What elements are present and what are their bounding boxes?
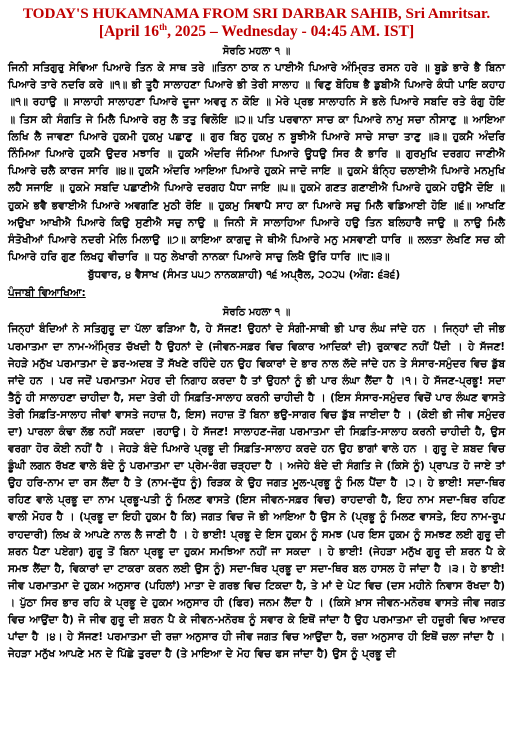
vyakhya-raag-heading: ਸੋਰਠਿ ਮਹਲਾ ੧ ॥ <box>222 307 291 319</box>
date-header-rest: , 2025 – Wednesday - 04:45 AM. IST] <box>167 23 415 40</box>
raag-heading: ਸੋਰਠਿ ਮਹਲਾ ੧ ॥ <box>222 46 291 57</box>
nanakshahi-date-line: ਬੁੱਧਵਾਰ, ੪ ਵੈਸਾਖ (ਸੰਮਤ ੫੫੭ ਨਾਨਕਸ਼ਾਹੀ) ੧੬ ਅਪ੍ਰੈਲ, ੨੦੨੫ (ਅੰਗ: ੬੩੬) <box>88 269 401 282</box>
vyakhya-text: ਜਿਨ੍ਹਾਂ ਬੰਦਿਆਂ ਨੇ ਸਤਿਗੁਰੂ ਦਾ ਪੱਲਾ ਫੜਿਆ ਹੈ, ਹੇ ਸੱਜਣ! ਉਹਨਾਂ ਦੇ ਸੰਗੀ-ਸਾਥੀ ਭੀ ਪਾਰ ਲੰਘ ਜਾਂਦੇ ਹਨ । ਜਿਨ੍ਹਾਂ ਦੀ ਜੀਭ ਪਰਮਾਤਮਾ ਦਾ ਨਾਮ-ਅੰਮ੍ਰਿਤ ਚੱਖਦੀ ਹੈ ਉਹਨਾਂ ਦੇ (ਜੀਵਨ-ਸਫ਼ਰ ਵਿਚ ਵਿਕਾਰ ਆਦਿਕਾਂ ਦੀ) ਰੁਕਾਵਟ ਨਹੀਂ ਪੈਂਦੀ । ਹੇ ਸੱਜਣ! ਜੇਹੜੇ ਮਨੁੱਖ ਪਰਮਾਤਮਾ ਦੇ ਡਰ-ਅਦਬ ਤੋਂ ਸੱਖਣੇ ਰਹਿੰਦੇ ਹਨ ਉਹ ਵਿਕਾਰਾਂ ਦੇ ਭਾਰ ਨਾਲ ਲੱਦੇ ਜਾਂਦੇ ਹਨ ਤੇ ਸੰਸਾਰ-ਸਮੁੰਦਰ ਵਿਚ ਡੁੱਬ ਜਾਂਦੇ ਹਨ । ਪਰ ਜਦੋਂ ਪਰਮਾਤਮਾ ਮੇਹਰ ਦੀ ਨਿਗਾਹ ਕਰਦਾ ਹੈ ਤਾਂ ਉਹਨਾਂ ਨੂੰ ਭੀ ਪਾਰ ਲੰਘਾ ਲੈਂਦਾ ਹੈ ।੧। ਹੇ ਸੱਜਣ-ਪ੍ਰਭੂ! ਸਦਾ ਤੈਨੂੰ ਹੀ ਸਾਲਾਹਣਾ ਚਾਹੀਦਾ ਹੈ, ਸਦਾ ਤੇਰੀ ਹੀ ਸਿਫ਼ਤਿ-ਸਾਲਾਹ ਕਰਨੀ ਚਾਹੀਦੀ ਹੈ । (ਇਸ ਸੰਸਾਰ-ਸਮੁੰਦਰ ਵਿਚੋਂ ਪਾਰ ਲੰਘਣ ਵਾਸਤੇ ਤੇਰੀ ਸਿਫ਼ਤਿ-ਸਾਲਾਹ ਜੀਵਾਂ ਵਾਸਤੇ ਜਹਾਜ਼ ਹੈ, ਇਸ) ਜਹਾਜ਼ ਤੋਂ ਬਿਨਾ ਭਉ-ਸਾਗਰ ਵਿਚ ਡੁੱਬ ਜਾਈਦਾ ਹੈ । (ਕੋਈ ਭੀ ਜੀਵ ਸਮੁੰਦਰ ਦਾ) ਪਾਰਲਾ ਕੰਢਾ ਲੱਭ ਨਹੀਂ ਸਕਦਾ ।ਰਹਾਉ। ਹੇ ਸੱਜਣ! ਸਾਲਾਹਣ-ਜੋਗ ਪਰਮਾਤਮਾ ਦੀ ਸਿਫ਼ਤਿ-ਸਾਲਾਹ ਕਰਨੀ ਚਾਹੀਦੀ ਹੈ, ਉਸ ਵਰਗਾ ਹੋਰ ਕੋਈ ਨਹੀਂ ਹੈ । ਜੇਹੜੇ ਬੰਦੇ ਪਿਆਰੇ ਪ੍ਰਭੂ ਦੀ ਸਿਫ਼ਤਿ-ਸਾਲਾਹ ਕਰਦੇ ਹਨ ਉਹ ਭਾਗਾਂ ਵਾਲੇ ਹਨ । ਗੁਰੂ ਦੇ ਸ਼ਬਦ ਵਿਚ ਡੂੰਘੀ ਲਗਨ ਰੱਖਣ ਵਾਲੇ ਬੰਦੇ ਨੂੰ ਪਰਮਾਤਮਾ ਦਾ ਪ੍ਰੇਮ-ਰੰਗ ਚੜ੍ਹਦਾ ਹੈ । ਅਜੇਹੇ ਬੰਦੇ ਦੀ ਸੰਗਤਿ ਜੇ (ਕਿਸੇ ਨੂੰ) ਪ੍ਰਾਪਤ ਹੋ ਜਾਏ ਤਾਂ ਉਹ ਹਰਿ-ਨਾਮ ਦਾ ਰਸ ਲੈਂਦਾ ਹੈ ਤੇ (ਨਾਮ-ਦੁੱਧ ਨੂੰ) ਰਿੜਕ ਕੇ ਉਹ ਜਗਤ ਮੂਲ-ਪ੍ਰਭੂ ਨੂੰ ਮਿਲ ਪੈਂਦਾ ਹੈ ।੨। ਹੇ ਭਾਈ! ਸਦਾ-ਥਿਰ ਰਹਿਣ ਵਾਲੇ ਪ੍ਰਭੂ ਦਾ ਨਾਮ ਪ੍ਰਭੂ-ਪਤੀ ਨੂੰ ਮਿਲਣ ਵਾਸਤੇ (ਇਸ ਜੀਵਨ-ਸਫ਼ਰ ਵਿਚ) ਰਾਹਦਾਰੀ ਹੈ, ਇਹ ਨਾਮ ਸਦਾ-ਥਿਰ ਰਹਿਣ ਵਾਲੀ ਮੋਹਰ ਹੈ । (ਪ੍ਰਭੂ ਦਾ ਇਹੀ ਹੁਕਮ ਹੈ ਕਿ) ਜਗਤ ਵਿਚ ਜੋ ਭੀ ਆਇਆ ਹੈ ਉਸ ਨੇ (ਪ੍ਰਭੂ ਨੂੰ ਮਿਲਣ ਵਾਸਤੇ, ਇਹ ਨਾਮ-ਰੂਪ ਰਾਹਦਾਰੀ) ਲਿਖ ਕੇ ਆਪਣੇ ਨਾਲ ਲੈ ਜਾਣੀ ਹੈ । ਹੇ ਭਾਈ! ਪ੍ਰਭੂ ਦੇ ਇਸ ਹੁਕਮ ਨੂੰ ਸਮਝ (ਪਰ ਇਸ ਹੁਕਮ ਨੂੰ ਸਮਝਣ ਲਈ ਗੁਰੂ ਦੀ ਸ਼ਰਨ ਪੈਣਾ ਪਏਗਾ) ਗੁਰੂ ਤੋਂ ਬਿਨਾ ਪ੍ਰਭੂ ਦਾ ਹੁਕਮ ਸਮਝਿਆ ਨਹੀਂ ਜਾ ਸਕਦਾ । ਹੇ ਭਾਈ! (ਜੇਹੜਾ ਮਨੁੱਖ ਗੁਰੂ ਦੀ ਸ਼ਰਨ ਪੈ ਕੇ ਸਮਝ ਲੈਂਦਾ ਹੈ, ਵਿਕਾਰਾਂ ਦਾ ਟਾਕਰਾ ਕਰਨ ਲਈ ਉਸ ਨੂੰ) ਸਦਾ-ਥਿਰ ਪ੍ਰਭੂ ਦਾ ਸਦਾ-ਥਿਰ ਬਲ ਹਾਸਲ ਹੋ ਜਾਂਦਾ ਹੈ ।੩। ਹੇ ਭਾਈ! ਜੀਵ ਪਰਮਾਤਮਾ ਦੇ ਹੁਕਮ ਅਨੁਸਾਰ (ਪਹਿਲਾਂ) ਮਾਤਾ ਦੇ ਗਰਭ ਵਿਚ ਟਿਕਦਾ ਹੈ, ਤੇ ਮਾਂ ਦੇ ਪੇਟ ਵਿਚ (ਦਸ ਮਹੀਨੇ ਨਿਵਾਸ ਰੱਖਦਾ ਹੈ) । ਪੁੱਠਾ ਸਿਰ ਭਾਰ ਰਹਿ ਕੇ ਪ੍ਰਭੂ ਦੇ ਹੁਕਮ ਅਨੁਸਾਰ ਹੀ (ਫਿਰ) ਜਨਮ ਲੈਂਦਾ ਹੈ । (ਕਿਸੇ ਖ਼ਾਸ ਜੀਵਨ-ਮਨੋਰਥ ਵਾਸਤੇ ਜੀਵ ਜਗਤ ਵਿਚ ਆਉਂਦਾ ਹੈ) ਜੋ ਜੀਵ ਗੁਰੂ ਦੀ ਸ਼ਰਨ ਪੈ ਕੇ ਜੀਵਨ-ਮਨੋਰਥ ਨੂੰ ਸਵਾਰ ਕੇ ਇਥੋਂ ਜਾਂਦਾ ਹੈ ਉਹ ਪਰਮਾਤਮਾ ਦੀ ਹਜ਼ੂਰੀ ਵਿਚ ਆਦਰ ਪਾਂਦਾ ਹੈ ।੪। ਹੇ ਸੱਜਣ! ਪਰਮਾਤਮਾ ਦੀ ਰਜ਼ਾ ਅਨੁਸਾਰ ਹੀ ਜੀਵ ਜਗਤ ਵਿਚ ਆਉਂਦਾ ਹੈ, ਰਜ਼ਾ ਅਨੁਸਾਰ ਹੀ ਇਥੋਂ ਚਲਾ ਜਾਂਦਾ ਹੈ । ਜੇਹੜਾ ਮਨੁੱਖ ਆਪਣੇ ਮਨ ਦੇ ਪਿੱਛੇ ਤੁਰਦਾ ਹੈ (ਤੇ ਮਾਇਆ ਦੇ ਮੋਹ ਵਿਚ ਫਸ ਜਾਂਦਾ ਹੈ) ਉਸ ਨੂੰ ਪ੍ਰਭੂ ਦੀ <box>8 323 505 661</box>
date-header <box>8 23 505 41</box>
date-header-sup: th <box>159 21 168 32</box>
page-title: TODAY'S HUKAMNAMA FROM SRI DARBAR SAHIB, Sri Amritsar. <box>22 5 491 22</box>
hukamnama-text: ਜਿਨੀ ਸਤਿਗੁਰੁ ਸੇਵਿਆ ਪਿਆਰੇ ਤਿਨ ਕੇ ਸਾਥ ਤਰੇ ॥ਤਿਨਾ ਠਾਕ ਨ ਪਾਈਐ ਪਿਆਰੇ ਅੰਮ੍ਰਿਤ ਰਸਨ ਹਰੇ ॥ ਬੂਡੇ ਭਾਰੇ ਭੈ ਬਿਨਾ ਪਿਆਰੇ ਤਾਰੇ ਨਦਰਿ ਕਰੇ ॥੧॥ ਭੀ ਤੂਹੈ ਸਾਲਾਹਣਾ ਪਿਆਰੇ ਭੀ ਤੇਰੀ ਸਾਲਾਹ ॥ ਵਿਣੁ ਬੋਹਿਥ ਭੈ ਡੁਬੀਐ ਪਿਆਰੇ ਕੰਧੀ ਪਾਇ ਕਹਾਹ ॥੧॥ ਰਹਾਉ ॥ ਸਾਲਾਹੀ ਸਾਲਾਹਣਾ ਪਿਆਰੇ ਦੂਜਾ ਅਵਰੁ ਨ ਕੋਇ ॥ ਮੇਰੇ ਪ੍ਰਭ ਸਾਲਾਹਨਿ ਸੇ ਭਲੇ ਪਿਆਰੇ ਸਬਦਿ ਰਤੇ ਰੰਗੁ ਹੋਇ ॥ ਤਿਸ ਕੀ ਸੰਗਤਿ ਜੇ ਮਿਲੈ ਪਿਆਰੇ ਰਸੁ ਲੈ ਤਤੁ ਵਿਲੋਇ ॥੨॥ ਪਤਿ ਪਰਵਾਨਾ ਸਾਚ ਕਾ ਪਿਆਰੇ ਨਾਮੁ ਸਚਾ ਨੀਸਾਣੁ ॥ ਆਇਆ ਲਿਖਿ ਲੈ ਜਾਵਣਾ ਪਿਆਰੇ ਹੁਕਮੀ ਹੁਕਮੁ ਪਛਾਣੁ ॥ ਗੁਰ ਬਿਨੁ ਹੁਕਮੁ ਨ ਬੂਝੀਐ ਪਿਆਰੇ ਸਾਚੇ ਸਾਚਾ ਤਾਣੁ ॥੩॥ ਹੁਕਮੈ ਅੰਦਰਿ ਨਿੰਮਿਆ ਪਿਆਰੇ ਹੁਕਮੈ ਉਦਰ ਮਝਾਰਿ ॥ ਹੁਕਮੈ ਅੰਦਰਿ ਜੰਮਿਆ ਪਿਆਰੇ ਊਧਉ ਸਿਰ ਕੈ ਭਾਰਿ ॥ ਗੁਰਮੁਖਿ ਦਰਗਹ ਜਾਣੀਐ ਪਿਆਰੇ ਚਲੈ ਕਾਰਜ ਸਾਰਿ ॥੪॥ ਹੁਕਮੈ ਅੰਦਰਿ ਆਇਆ ਪਿਆਰੇ ਹੁਕਮੇ ਜਾਦੋ ਜਾਇ ॥ ਹੁਕਮੇ ਬੰਨ੍ਹਿ ਚਲਾਈਐ ਪਿਆਰੇ ਮਨਮੁਖਿ ਲਹੈ ਸਜਾਇ ॥ ਹੁਕਮੇ ਸਬਦਿ ਪਛਾਣੀਐ ਪਿਆਰੇ ਦਰਗਹ ਪੈਧਾ ਜਾਇ ॥੫॥ ਹੁਕਮੇ ਗਣਤ ਗਣਾਈਐ ਪਿਆਰੇ ਹੁਕਮੇ ਹਉਮੈ ਦੋਇ ॥ ਹੁਕਮੇ ਭਵੈ ਭਵਾਈਐ ਪਿਆਰੇ ਅਵਗਣਿ ਮੁਠੀ ਰੋਇ ॥ ਹੁਕਮੁ ਸਿਞਾਪੈ ਸਾਹ ਕਾ ਪਿਆਰੇ ਸਚੁ ਮਿਲੈ ਵਡਿਆਈ ਹੋਇ ॥੬॥ ਆਖਣਿ ਅਉਖਾ ਆਖੀਐ ਪਿਆਰੇ ਕਿਉ ਸੁਣੀਐ ਸਚੁ ਨਾਉ ॥ ਜਿਨੀ ਸੋ ਸਾਲਾਹਿਆ ਪਿਆਰੇ ਹਉ ਤਿਨ ਬਲਿਹਾਰੈ ਜਾਉ ॥ ਨਾਉ ਮਿਲੈ ਸੰਤੋਖੀਆਂ ਪਿਆਰੇ ਨਦਰੀ ਮੇਲਿ ਮਿਲਾਉ ॥੭॥ ਕਾਇਆ ਕਾਗਦੁ ਜੇ ਥੀਐ ਪਿਆਰੇ ਮਨੁ ਮਸਵਾਣੀ ਧਾਰਿ ॥ ਲਲਤਾ ਲੇਖਣਿ ਸਚ ਕੀ ਪਿਆਰੇ ਹਰਿ ਗੁਣ ਲਿਖਹੁ ਵੀਚਾਰਿ ॥ ਧਨੁ ਲੇਖਾਰੀ ਨਾਨਕਾ ਪਿਆਰੇ ਸਾਚੁ ਲਿਖੈ ਉਰਿ ਧਾਰਿ ॥੮॥੩॥ <box>8 62 505 264</box>
date-header-open: [April 16 <box>98 23 160 40</box>
punjabi-vyakhya-label: ਪੰਜਾਬੀ ਵਿਆਖਿਆ: <box>8 287 86 300</box>
